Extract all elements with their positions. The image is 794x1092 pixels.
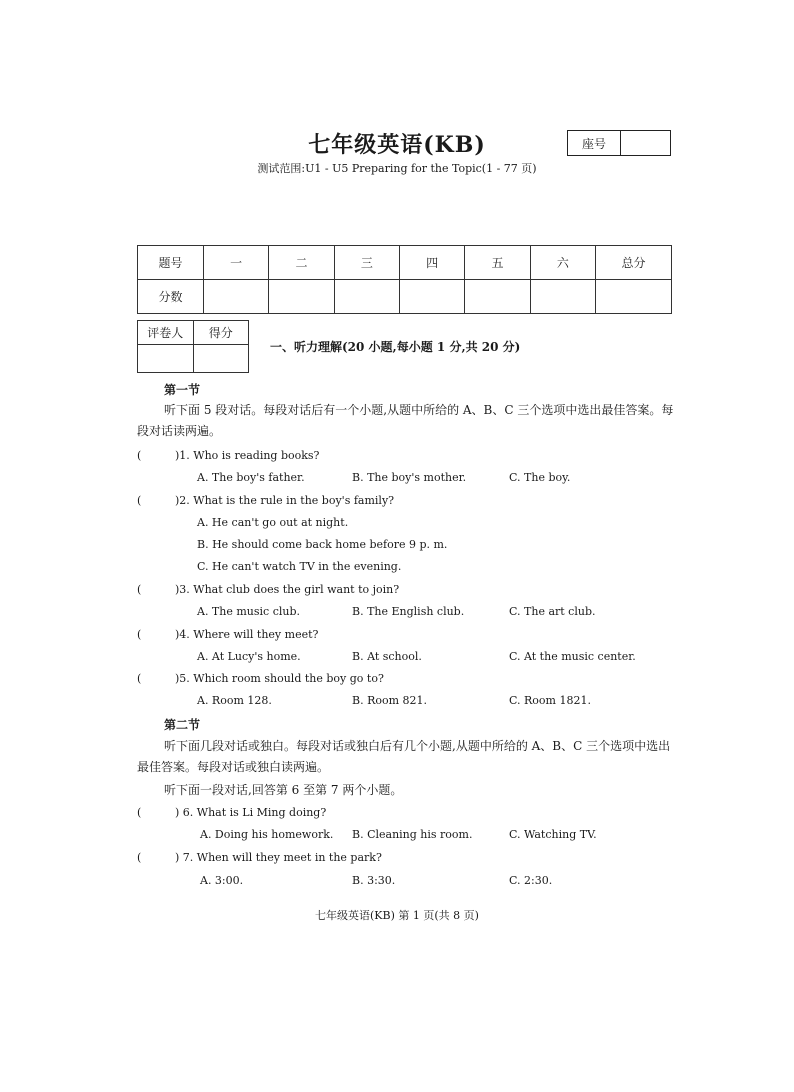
question-4 (137, 628, 318, 641)
score-row-header: 分数 (138, 280, 204, 314)
option-c: C. Watching TV. (509, 828, 597, 841)
section2-sub-instruction: 听下面一段对话,回答第 6 至第 7 两个小题。 (164, 783, 403, 797)
section2-instructions: 听下面几段对话或独白。每段对话或独白后有几个小题,从题中所给的 A、B、C 三个选项中选出最佳答案。每段对话或独白读两遍。 (137, 739, 671, 774)
score-cell[interactable] (269, 280, 334, 314)
question-6 (137, 806, 326, 819)
option-c: C. He can't watch TV in the evening. (197, 560, 402, 573)
answer-bracket[interactable]: ( (137, 806, 142, 819)
question-stem: ) 6. What is Li Ming doing? (175, 806, 327, 819)
score-cell[interactable] (530, 280, 595, 314)
answer-bracket[interactable]: ( (137, 851, 142, 864)
option-b: B. Cleaning his room. (352, 828, 473, 841)
option-c: C. The art club. (509, 605, 596, 618)
reviewer-label: 评卷人 (138, 321, 194, 345)
option-c: C. Room 1821. (509, 694, 591, 707)
question-1 (137, 449, 319, 462)
question-7 (137, 851, 382, 864)
question-stem: )2. What is the rule in the boy's family? (175, 494, 395, 507)
option-b: B. 3:30. (352, 874, 396, 887)
total-score-header: 总分 (596, 246, 672, 280)
question-stem: )3. What club does the girl want to join? (175, 583, 400, 596)
option-a: A. 3:00. (200, 874, 244, 887)
option-b: B. The English club. (352, 605, 465, 618)
section1-heading: 第一节 (164, 383, 201, 397)
score-cell[interactable] (204, 280, 269, 314)
question-3 (137, 583, 399, 596)
column-5: 五 (465, 246, 530, 280)
column-3: 三 (334, 246, 399, 280)
question-stem: ) 7. When will they meet in the park? (175, 851, 382, 864)
question-stem: )4. Where will they meet? (175, 628, 319, 641)
part1-title: 一、听力理解(20 小题,每小题 1 分,共 20 分) (270, 340, 521, 354)
column-2: 二 (269, 246, 334, 280)
column-6: 六 (530, 246, 595, 280)
page-footer: 七年级英语(KB) 第 1 页(共 8 页) (315, 909, 479, 922)
reviewer-cell[interactable] (138, 345, 194, 373)
answer-bracket[interactable]: ( (137, 628, 142, 641)
seat-number-label: 座号 (568, 131, 621, 155)
question-number-header: 题号 (138, 246, 204, 280)
option-a: A. At Lucy's home. (197, 650, 301, 663)
score-cell[interactable] (465, 280, 530, 314)
question-2 (137, 494, 394, 507)
column-4: 四 (399, 246, 464, 280)
answer-bracket[interactable]: ( (137, 583, 142, 596)
option-a: A. The music club. (197, 605, 301, 618)
column-1: 一 (204, 246, 269, 280)
option-c: C. At the music center. (509, 650, 636, 663)
option-b: B. At school. (352, 650, 422, 663)
total-score-cell[interactable] (596, 280, 672, 314)
grader-table (137, 320, 249, 373)
answer-bracket[interactable]: ( (137, 672, 142, 685)
option-b: B. He should come back home before 9 p. m. (197, 538, 448, 551)
section2-heading: 第二节 (164, 718, 201, 732)
option-b: B. The boy's mother. (352, 471, 467, 484)
answer-bracket[interactable]: ( (137, 494, 142, 507)
seat-number-field[interactable] (621, 131, 670, 155)
question-stem: )5. Which room should the boy go to? (175, 672, 384, 685)
seat-number-box (567, 130, 671, 156)
option-a: A. Doing his homework. (200, 828, 334, 841)
score-cell[interactable] (334, 280, 399, 314)
option-c: C. The boy. (509, 471, 571, 484)
question-stem: )1. Who is reading books? (175, 449, 320, 462)
answer-bracket[interactable]: ( (137, 449, 142, 462)
exam-title: 七年级英语(KB) (308, 132, 486, 158)
score-cell[interactable] (399, 280, 464, 314)
score-label: 得分 (193, 321, 249, 345)
option-a: A. The boy's father. (197, 471, 305, 484)
option-c: C. 2:30. (509, 874, 553, 887)
score-table (137, 245, 672, 314)
question-5 (137, 672, 384, 685)
option-a: A. Room 128. (197, 694, 272, 707)
exam-scope: 测试范围:U1 - U5 Preparing for the Topic(1 - 77 页) (257, 162, 537, 175)
section1-instructions: 听下面 5 段对话。每段对话后有一个小题,从题中所给的 A、B、C 三个选项中选出最佳答案。每段对话读两遍。 (137, 403, 674, 438)
option-a: A. He can't go out at night. (197, 516, 349, 529)
score-value-cell[interactable] (193, 345, 249, 373)
option-b: B. Room 821. (352, 694, 428, 707)
